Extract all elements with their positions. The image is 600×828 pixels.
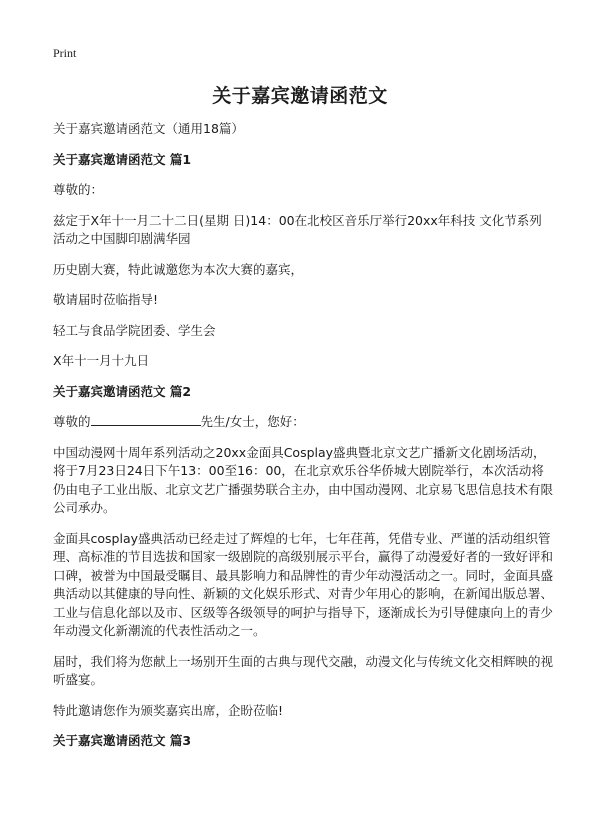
section1-paragraph-3: 敬请届时莅临指导!: [53, 292, 159, 307]
section2-paragraph-3: 届时，我们将为您献上一场别开生面的古典与现代交融，动漫文化与传统文化交相辉映的视听盛宴。: [53, 653, 554, 687]
name-blank-line: [91, 413, 201, 426]
section2-paragraph-2: 金面具cosplay盛典活动已经走过了辉煌的七年，七年荏苒，凭借专业、严谨的活动组织管理、高标准的节目选拔和国家一级剧院的高级别展示平台，赢得了动漫爱好者的一致好评和口碑，被誉为中国最受瞩目、最具影响力和品牌性的青少年动漫活动之一。同时，金面具盛典活动以其健康的导向性、新颖的文化娱乐形式、对青少年用心的影响，在新闻出版总署、工业与信息化部以及市、区级等各级领导的呵护与指导下，逐渐成长为引导健康向上的青少年动漫文化新潮流的代表性活动之一。: [53, 530, 554, 638]
section1-signature: 轻工与食品学院团委、学生会: [53, 322, 216, 338]
section1-date: X年十一月十九日: [53, 353, 150, 368]
section-heading-3: 关于嘉宾邀请函范文 篇3: [53, 733, 192, 748]
section2-greeting-prefix: 尊敬的: [53, 414, 91, 429]
section-heading-2: 关于嘉宾邀请函范文 篇2: [53, 383, 192, 399]
section2-greeting-suffix: 先生/女士，您好：: [200, 414, 305, 429]
section1-greeting: 尊敬的：: [53, 182, 104, 197]
section1-paragraph-1: 兹定于X年十一月二十二日(星期 日)14：00在北校区音乐厅举行20xx年科技 文化节系列活动之中国脚印剧满华园: [53, 212, 542, 246]
document-title: 关于嘉宾邀请函范文: [212, 85, 388, 107]
section2-paragraph-1: 中国动漫网十周年系列活动之20xx金面具Cosplay盛典暨北京文艺广播新文化剧场活动，将于7月23日24日下午13：00至16：00，在北京欢乐谷华侨城大剧院举行，本次活动将仍由电子工业出版、北京文艺广播强势联合主办，由中国动漫网、北京易飞思信息技术有限公司承办。: [53, 444, 554, 515]
section2-paragraph-4: 特此邀请您作为颁奖嘉宾出席，企盼莅临!: [53, 702, 284, 718]
section2-greeting: [53, 413, 553, 432]
section1-paragraph-2: 历史剧大赛，特此诚邀您为本次大赛的嘉宾，: [53, 261, 304, 277]
print-label[interactable]: Print: [53, 46, 77, 60]
document-body: [53, 120, 553, 763]
document-subtitle: 关于嘉宾邀请函范文（通用18篇）: [53, 121, 244, 136]
section-heading-1: 关于嘉宾邀请函范文 篇1: [53, 151, 192, 167]
